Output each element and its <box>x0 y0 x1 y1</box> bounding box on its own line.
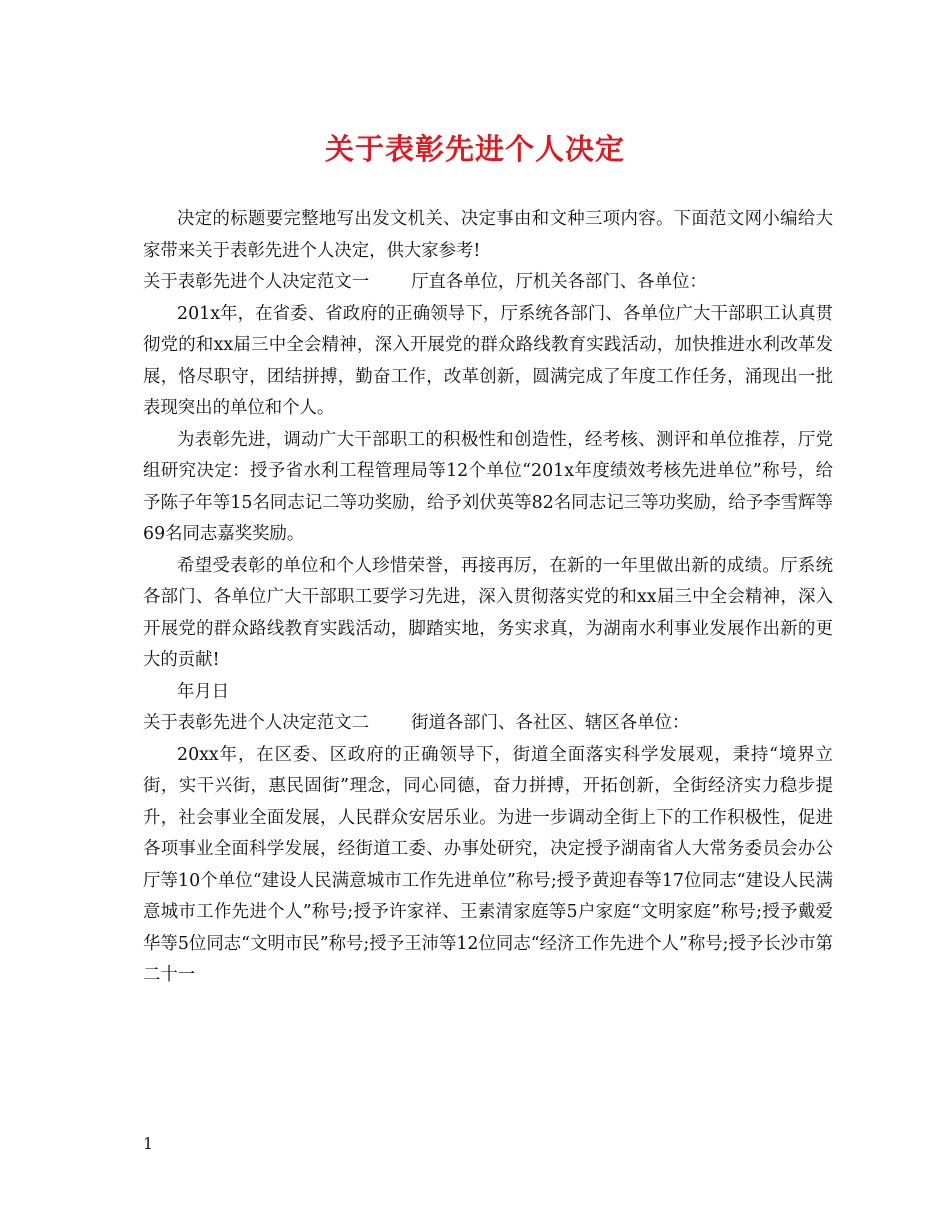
intro-paragraph: 决定的标题要完整地写出发文机关、决定事由和文种三项内容。下面范文网小编给大家带来关于表彰先进个人决定，供大家参考! <box>143 209 833 261</box>
sample1-heading: 关于表彰先进个人决定范文一 <box>143 272 370 292</box>
sample1-paragraph-2: 为表彰先进，调动广大干部职工的积极性和创造性，经考核、测评和单位推荐，厅党组研究决定：授予省水利工程管理局等12个单位“201x年度绩效考核先进单位”称号，给予陈子年等15名同志记二等功奖励，给予刘伏英等82名同志记三等功奖励，给予李雪辉等69名同志嘉奖奖励。 <box>143 429 833 544</box>
document-body <box>143 204 833 992</box>
sample2-heading: 关于表彰先进个人决定范文二 <box>143 713 370 733</box>
document-title: 关于表彰先进个人决定 <box>324 132 625 166</box>
sample1-date: 年月日 <box>177 681 230 702</box>
page-number: 1 <box>143 1134 154 1153</box>
sample1-paragraph-3: 希望受表彰的单位和个人珍惜荣誉，再接再厉，在新的一年里做出新的成绩。厅系统各部门、各单位广大干部职工要学习先进，深入贯彻落实党的和xx届三中全会精神，深入开展党的群众路线教育实践活动，脚踏实地，务实求真，为湖南水利事业发展作出新的更大的贡献! <box>143 555 833 670</box>
sample1-recipients: 厅直各单位，厅机关各部门、各单位： <box>411 272 707 292</box>
sample2-paragraph-1: 20xx年，在区委、区政府的正确领导下，街道全面落实科学发展观，秉持“境界立街，实干兴街，惠民固街”理念，同心同德，奋力拼搏，开拓创新，全街经济实力稳步提升，社会事业全面发展，人民群众安居乐业。为进一步调动全街上下的工作积极性，促进各项事业全面科学发展，经街道工委、办事处研究，决定授予湖南省人大常务委员会办公厅等10个单位“建设人民满意城市工作先进单位”称号;授予黄迎春等17位同志“建设人民满意城市工作先进个人”称号;授予许家祥、王素清家庭等5户家庭“文明家庭”称号;授予戴爱华等5位同志“文明市民”称号;授予王沛等12位同志“经济工作先进个人”称号;授予长沙市第二十一 <box>143 744 833 985</box>
sample1-heading-line <box>143 267 833 299</box>
sample2-heading-line <box>143 708 833 740</box>
sample1-paragraph-1: 201x年，在省委、省政府的正确领导下，厅系统各部门、各单位广大干部职工认真贯彻党的和xx届三中全会精神，深入开展党的群众路线教育实践活动，加快推进水利改革发展，恪尽职守，团结拼搏，勤奋工作，改革创新，圆满完成了年度工作任务，涌现出一批表现突出的单位和个人。 <box>143 303 833 418</box>
sample2-recipients: 街道各部门、各社区、辖区各单位： <box>411 713 690 733</box>
